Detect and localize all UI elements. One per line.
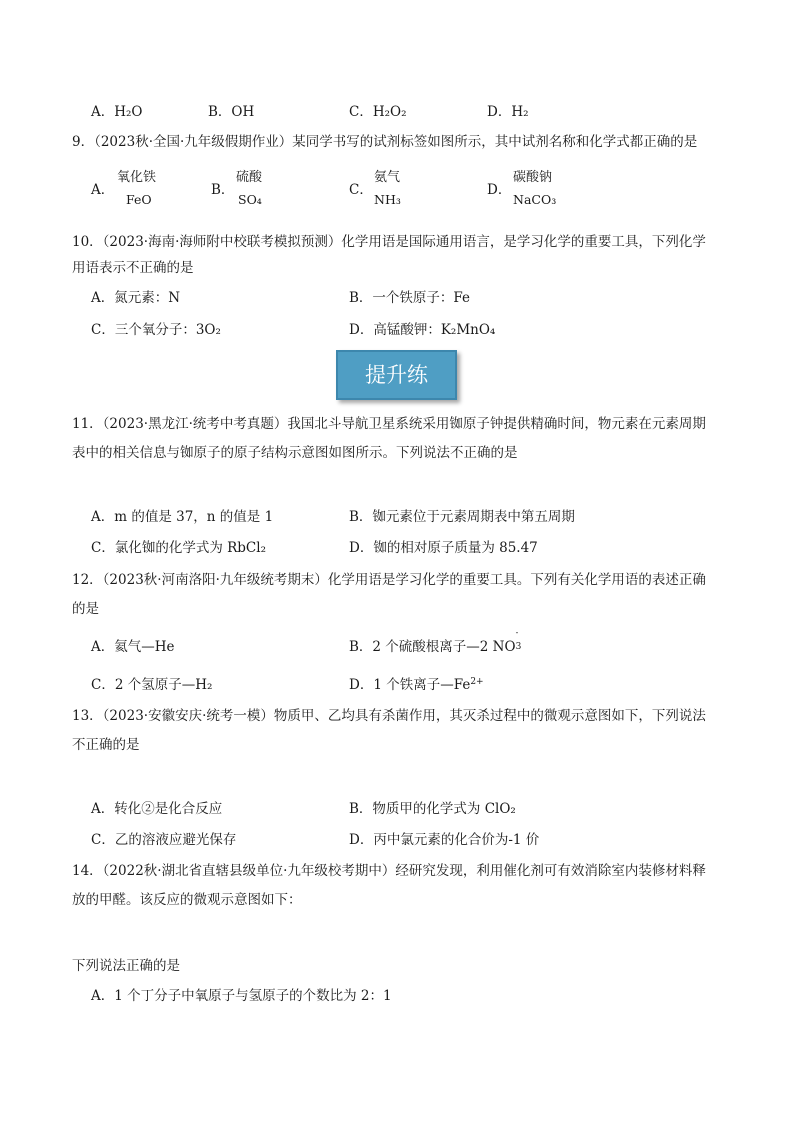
q9-option-a-formula: FeO xyxy=(126,192,152,207)
q11-option-b: B．铷元素位于元素周期表中第五周期 xyxy=(349,509,575,525)
q9-option-a-letter: A． xyxy=(91,182,115,198)
q10-stem-line1: 10．（2023·海南·海师附中校联考模拟预测）化学用语是国际通用语言，是学习化学的重要工具，下列化学 xyxy=(72,234,706,250)
section-banner-title: 提升练 xyxy=(365,363,428,387)
q13-option-c: C．乙的溶液应避光保存 xyxy=(91,832,237,848)
q14-stem-line1: 14．（2022秋·湖北省直辖县级单位·九年级校考期中）经研究发现，利用催化剂可有效消除室内装修材料释 xyxy=(72,863,706,879)
q13-option-d: D．丙中氯元素的化合价为-1 价 xyxy=(349,832,540,848)
q13-stem-line2: 不正确的是 xyxy=(72,737,140,753)
q14-stem-line2: 放的甲醛。该反应的微观示意图如下： xyxy=(72,892,302,908)
q11-stem-line1: 11．（2023·黑龙江·统考中考真题）我国北斗导航卫星系统采用铷原子钟提供精确时间，物元素在元素周期 xyxy=(72,416,706,432)
q10-stem-line2: 用语表示不正确的是 xyxy=(72,260,194,276)
q11-option-d: D．铷的相对原子质量为 85.47 xyxy=(349,540,538,556)
q13-stem-line1: 13．（2023·安徽安庆·统考一模）物质甲、乙均具有杀菌作用，其灭杀过程中的微观示意图如下，下列说法 xyxy=(72,708,706,724)
q9-stem: 9．（2023秋·全国·九年级假期作业）某同学书写的试剂标签如图所示，其中试剂名称和化学式都正确的是 xyxy=(72,134,698,150)
q12-option-b-text: B．2 个硫酸根离子—2 NO xyxy=(349,639,516,655)
q8-option-b: B．OH xyxy=(208,104,255,120)
q10-option-d: D．高锰酸钾：K₂MnO₄ xyxy=(349,322,496,338)
q11-stem-line2: 表中的相关信息与铷原子的原子结构示意图如图所示。下列说法不正确的是 xyxy=(72,445,518,461)
q12-option-d xyxy=(349,679,484,693)
q9-option-b-formula: SO₄ xyxy=(238,192,262,207)
q9-option-c-formula: NH₃ xyxy=(374,192,401,207)
q12-stem-line2: 的是 xyxy=(72,601,99,617)
q10-option-a: A．氮元素：N xyxy=(91,290,181,306)
q14-prompt: 下列说法正确的是 xyxy=(72,958,180,974)
q9-option-c-letter: C． xyxy=(349,182,373,198)
q11-option-c: C．氯化铷的化学式为 RbCl₂ xyxy=(91,540,266,556)
q12-option-a: A．氦气—He xyxy=(91,639,175,655)
q9-option-d-formula: NaCO₃ xyxy=(513,192,557,207)
q12-option-d-text: D．1 个铁离子—Fe xyxy=(349,677,471,693)
q8-option-c: C．H₂O₂ xyxy=(349,104,407,120)
q9-option-c-name: 氨气 xyxy=(374,170,401,185)
q9-option-d-letter: D． xyxy=(487,182,512,198)
q14-option-a: A．1 个丁分子中氧原子与氢原子的个数比为 2：1 xyxy=(91,988,392,1004)
q12-stem-line1: 12．（2023秋·河南洛阳·九年级统考期末）化学用语是学习化学的重要工具。下列有关化学用语的表述正确 xyxy=(72,572,706,588)
q10-option-b: B．一个铁原子：Fe xyxy=(349,290,471,306)
q12-option-d-sup: 2+ xyxy=(470,677,484,687)
q12-option-b: B．2 个硫酸根离子—2 NO - 3 xyxy=(349,628,522,655)
q12-option-c: C．2 个氢原子—H₂ xyxy=(91,677,213,693)
q8-option-d: D．H₂ xyxy=(487,104,529,120)
q9-option-a-name: 氧化铁 xyxy=(117,170,157,185)
q9-option-b-letter: B． xyxy=(211,182,235,198)
q10-option-c: C．三个氧分子：3O₂ xyxy=(91,322,221,338)
q9-option-d-name: 碳酸钠 xyxy=(513,170,553,185)
q11-option-a: A．m 的值是 37，n 的值是 1 xyxy=(91,509,274,525)
q13-option-b: B．物质甲的化学式为 ClO₂ xyxy=(349,801,516,817)
q13-option-a: A．转化②是化合反应 xyxy=(91,801,223,817)
section-banner xyxy=(336,350,457,400)
q9-option-b-name: 硫酸 xyxy=(236,170,263,185)
q8-option-a: A．H₂O xyxy=(91,104,143,120)
